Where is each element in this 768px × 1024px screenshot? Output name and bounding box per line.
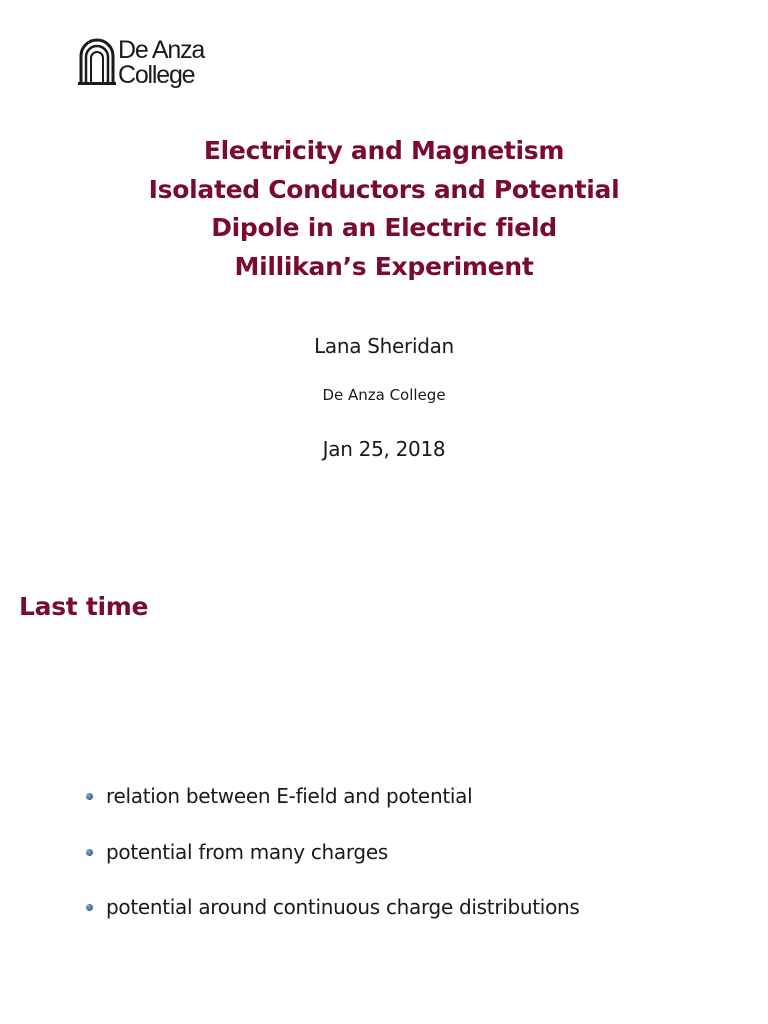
bullet-icon [86, 904, 93, 911]
list-item [84, 782, 580, 838]
author-name: Lana Sheridan [314, 334, 454, 358]
bullet-list [84, 782, 580, 949]
presentation-date: Jan 25, 2018 [322, 437, 446, 461]
logo-text-line2: College [118, 61, 195, 89]
bullet-text: potential around continuous charge distributions [106, 895, 580, 919]
title-line: Electricity and Magnetism [203, 136, 565, 165]
list-item [84, 838, 580, 894]
title-line: Isolated Conductors and Potential [148, 174, 620, 204]
content-slide [0, 512, 768, 1024]
arch-columns-icon [78, 36, 116, 88]
logo-text-line1: De Anza [118, 36, 205, 64]
title-line: Millikan’s Experiment [234, 251, 534, 281]
bullet-icon [86, 793, 93, 800]
bullet-text: relation between E-field and potential [106, 784, 473, 808]
list-item [84, 893, 580, 949]
de-anza-logo [78, 36, 218, 90]
presentation-title [0, 132, 768, 286]
bullet-icon [86, 849, 93, 856]
institute-name: De Anza College [322, 386, 446, 404]
title-line: Dipole in an Electric field [211, 213, 557, 242]
frame-title: Last time [19, 592, 149, 621]
bullet-text: potential from many charges [106, 839, 388, 864]
